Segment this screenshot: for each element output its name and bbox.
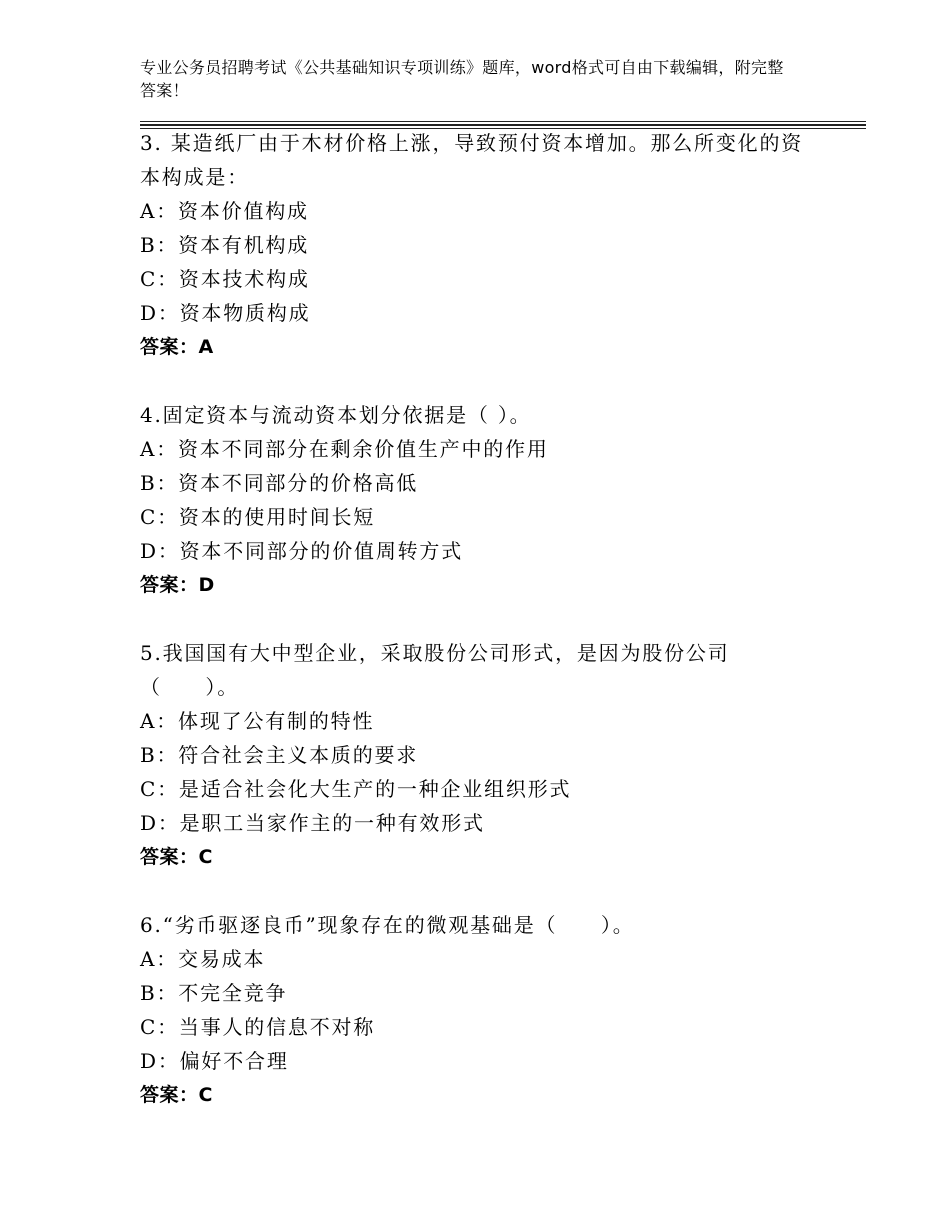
document-header: 专业公务员招聘考试《公共基础知识专项训练》题库，word格式可自由下载编辑，附完整答案！ xyxy=(140,58,784,100)
option-d: D：偏好不合理 xyxy=(140,1049,289,1073)
question-stem: 5.我国国有大中型企业，采取股份公司形式，是因为股份公司（ ）。 xyxy=(140,641,730,699)
question-4 xyxy=(140,398,820,602)
answer-label: 答案：C xyxy=(140,1084,213,1106)
option-d: D：资本不同部分的价值周转方式 xyxy=(140,539,464,563)
answer-label: 答案：C xyxy=(140,846,213,868)
option-b: B：不完全竞争 xyxy=(140,981,288,1005)
option-b: B：资本不同部分的价格高低 xyxy=(140,471,419,495)
question-stem: 6.“劣币驱逐良币”现象存在的微观基础是（ ）。 xyxy=(140,913,635,937)
option-b: B：符合社会主义本质的要求 xyxy=(140,743,419,767)
option-c: C：是适合社会化大生产的一种企业组织形式 xyxy=(140,777,572,801)
question-6 xyxy=(140,908,820,1112)
answer-label: 答案：A xyxy=(140,336,214,358)
option-a: A：体现了公有制的特性 xyxy=(140,709,375,733)
option-d: D：资本物质构成 xyxy=(140,301,311,325)
question-list xyxy=(140,126,820,1146)
header-divider-line xyxy=(140,121,866,122)
option-c: C：资本技术构成 xyxy=(140,267,310,291)
question-5 xyxy=(140,636,820,874)
option-c: C：资本的使用时间长短 xyxy=(140,505,376,529)
option-a: A：资本不同部分在剩余价值生产中的作用 xyxy=(140,437,549,461)
answer-label: 答案：D xyxy=(140,574,215,596)
question-stem: 4.固定资本与流动资本划分依据是（ ）。 xyxy=(140,403,532,427)
option-a: A：交易成本 xyxy=(140,947,266,971)
question-3 xyxy=(140,126,820,364)
option-b: B：资本有机构成 xyxy=(140,233,310,257)
option-a: A：资本价值构成 xyxy=(140,199,309,223)
option-c: C：当事人的信息不对称 xyxy=(140,1015,376,1039)
option-d: D：是职工当家作主的一种有效形式 xyxy=(140,811,485,835)
question-stem: 3. 某造纸厂由于木材价格上涨，导致预付资本增加。那么所变化的资本构成是： xyxy=(140,131,804,189)
